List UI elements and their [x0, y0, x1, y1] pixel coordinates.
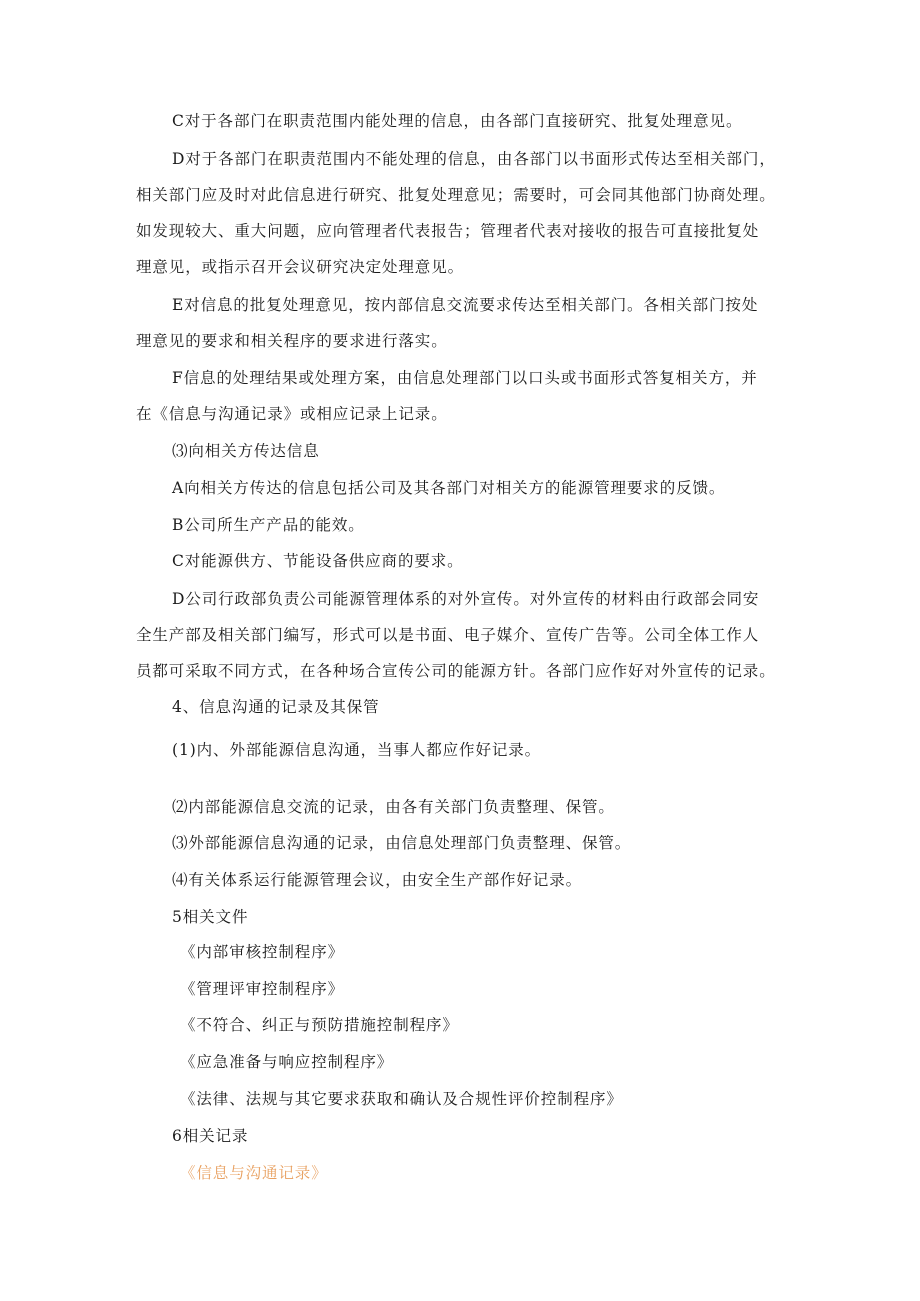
section-heading: 4、信息沟通的记录及其保管 [172, 698, 380, 716]
paragraph-line: E对信息的批复处理意见，按内部信息交流要求传达至相关部门。各相关部门按处 [172, 296, 759, 314]
document-reference: 《内部审核控制程序》 [180, 943, 345, 961]
paragraph-line: ⑶外部能源信息沟通的记录，由信息处理部门负责整理、保管。 [172, 834, 632, 852]
section-heading: 5相关文件 [172, 908, 249, 926]
paragraph-line: 理意见的要求和相关程序的要求进行落实。 [136, 332, 448, 350]
paragraph-line: 在《信息与沟通记录》或相应记录上记录。 [136, 405, 448, 423]
paragraph-line: B公司所生产产品的能效。 [172, 516, 365, 534]
document-reference: 《不符合、纠正与预防措施控制程序》 [180, 1016, 459, 1034]
paragraph-line: D公司行政部负责公司能源管理体系的对外宣传。对外宣传的材料由行政部会同安 [172, 590, 760, 608]
paragraph-line: 理意见，或指示召开会议研究决定处理意见。 [136, 258, 465, 276]
section-heading: 6相关记录 [172, 1127, 249, 1145]
document-reference: 《法律、法规与其它要求获取和确认及合规性评价控制程序》 [180, 1090, 623, 1108]
paragraph-line: C对于各部门在职责范围内能处理的信息，由各部门直接研究、批复处理意见。 [172, 112, 743, 130]
paragraph-line: C对能源供方、节能设备供应商的要求。 [172, 552, 464, 570]
paragraph-line: 员都可采取不同方式，在各种场合宣传公司的能源方针。各部门应作好对外宣传的记录。 [136, 662, 776, 680]
document-reference: 《应急准备与响应控制程序》 [180, 1053, 394, 1071]
paragraph-line: (1)内、外部能源信息沟通，当事人都应作好记录。 [172, 741, 542, 759]
paragraph-line: F信息的处理结果或处理方案，由信息处理部门以口头或书面形式答复相关方，并 [172, 369, 758, 387]
document-reference: 《管理评审控制程序》 [180, 980, 345, 998]
paragraph-line: 全生产部及相关部门编写，形式可以是书面、电子媒介、宣传广告等。公司全体工作人 [136, 626, 760, 644]
paragraph-line: D对于各部门在职责范围内不能处理的信息，由各部门以书面形式传达至相关部门， [172, 150, 776, 168]
paragraph-line: 如发现较大、重大问题，应向管理者代表报告；管理者代表对接收的报告可直接批复处 [136, 222, 760, 240]
paragraph-line: A向相关方传达的信息包括公司及其各部门对相关方的能源管理要求的反馈。 [172, 479, 726, 497]
paragraph-line: 相关部门应及时对此信息进行研究、批复处理意见；需要时，可会同其他部门协商处理。 [136, 186, 776, 204]
paragraph-line: ⑵内部能源信息交流的记录，由各有关部门负责整理、保管。 [172, 798, 615, 816]
paragraph-line: ⑷有关体系运行能源管理会议，由安全生产部作好记录。 [172, 871, 583, 889]
record-reference: 《信息与沟通记录》 [180, 1164, 328, 1182]
section-heading: ⑶向相关方传达信息 [172, 442, 320, 460]
